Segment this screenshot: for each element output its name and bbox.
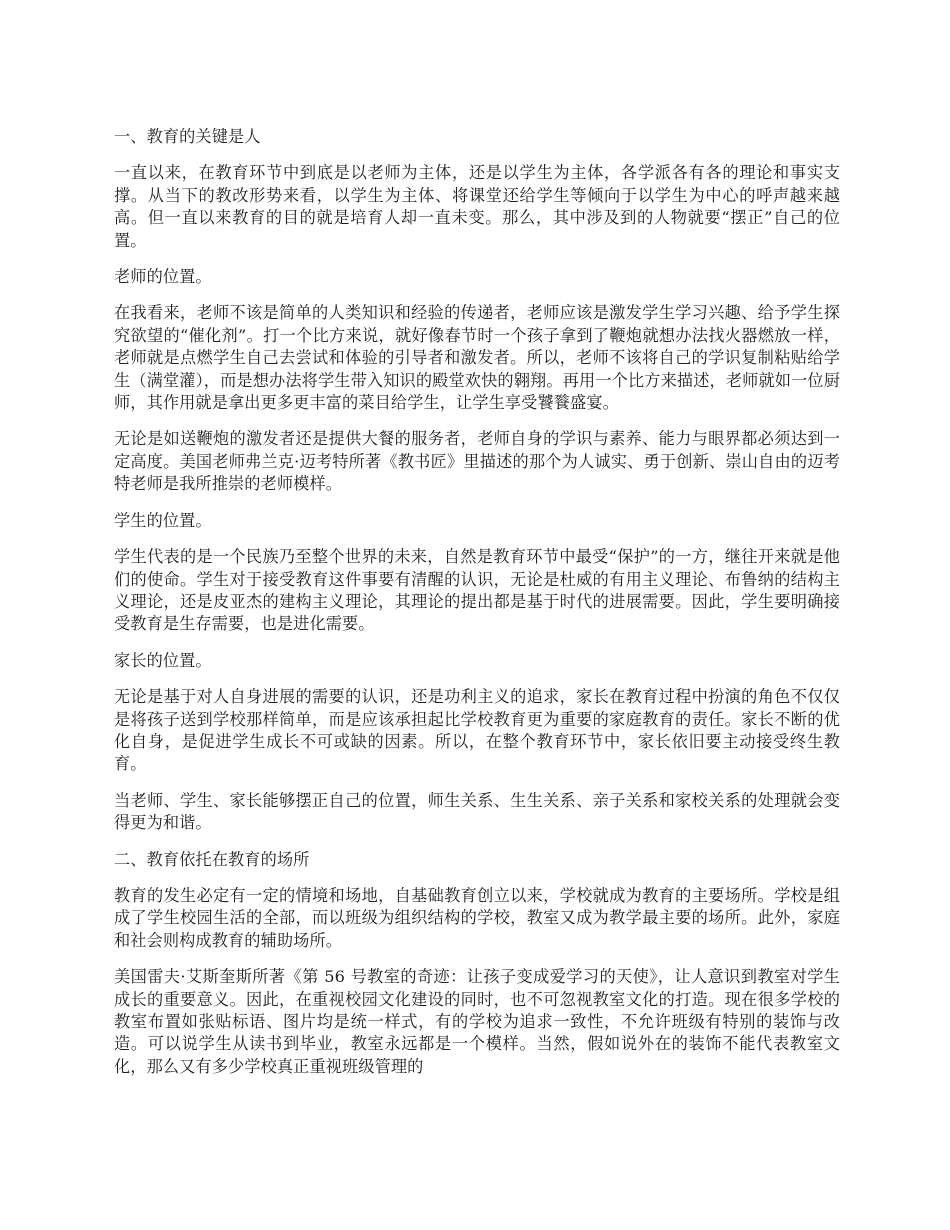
- subheading-parent: 家长的位置。: [114, 650, 212, 670]
- document-page: [114, 126, 840, 1092]
- paragraph-intro: 一直以来，在教育环节中到底是以老师为主体，还是以学生为主体，各学派各有各的理论和事实支撑。从当下的教改形势来看，以学生为主体、将课堂还给学生等倾向于以学生为中心的呼声越来越高。但一直以来教育的目的就是培育人却一直未变。那么，其中涉及到的人物就要“摆正”自己的位置。: [114, 163, 840, 250]
- paragraph-venue: 教育的发生必定有一定的情境和场地，自基础教育创立以来，学校就成为教育的主要场所。学校是组成了学生校园生活的全部，而以班级为组织结构的学校，教室又成为教学最主要的场所。此外，家庭和社会则构成教育的辅助场所。: [114, 885, 840, 950]
- section-heading-1: 一、教育的关键是人: [114, 127, 261, 146]
- paragraph-teacher-quality: 无论是如送鞭炮的激发者还是提供大餐的服务者，老师自身的学识与素养、能力与眼界都必须达到一定高度。美国老师弗兰克·迈考特所著《教书匠》里描述的那个为人诚实、勇于创新、崇山自由的迈考特老师是我所推崇的老师模样。: [114, 429, 840, 494]
- subheading-teacher: 老师的位置。: [114, 267, 212, 287]
- paragraph-relationships: 当老师、学生、家长能够摆正自己的位置，师生关系、生生关系、亲子关系和家校关系的处理就会变得更为和谐。: [114, 790, 840, 833]
- paragraph-student-role: 学生代表的是一个民族乃至整个世界的未来，自然是教育环节中最受“保护”的一方，继往开来就是他们的使命。学生对于接受教育这件事要有清醒的认识，无论是杜威的有用主义理论、布鲁纳的结构主义理论，还是皮亚杰的建构主义理论，其理论的提出都是基于时代的进展需要。因此，学生要明确接受教育是生存需要，也是进化需要。: [114, 547, 840, 634]
- subheading-student: 学生的位置。: [114, 510, 212, 530]
- section-heading-2: 二、教育依托在教育的场所: [114, 849, 310, 869]
- paragraph-classroom: 美国雷夫·艾斯奎斯所著《第 56 号教室的奇迹：让孩子变成爱学习的天使》，让人意识到教室对学生成长的重要意义。因此，在重视校园文化建设的同时，也不可忽视教室文化的打造。现在很多学校的教室布置如张贴标语、图片均是统一样式，有的学校为追求一致性，不允许班级有特别的装饰与改造。可以说学生从读书到毕业，教室永远都是一个模样。当然，假如说外在的装饰不能代表教室文化，那么又有多少学校真正重视班级管理的: [114, 967, 840, 1076]
- paragraph-teacher-role: 在我看来，老师不该是简单的人类知识和经验的传递者，老师应该是激发学生学习兴趣、给予学生探究欲望的“催化剂”。打一个比方来说，就好像春节时一个孩子拿到了鞭炮就想办法找火器燃放一样，老师就是点燃学生自己去尝试和体验的引导者和激发者。所以，老师不该将自己的学识复制粘贴给学生（满堂灌），而是想办法将学生带入知识的殿堂欢快的翱翔。再用一个比方来描述，老师就如一位厨师，其作用就是拿出更多更丰富的菜目给学生，让学生享受饕餮盛宴。: [114, 303, 840, 413]
- paragraph-parent-role: 无论是基于对人自身进展的需要的认识，还是功利主义的追求，家长在教育过程中扮演的角色不仅仅是将孩子送到学校那样简单，而是应该承担起比学校教育更为重要的家庭教育的责任。家长不断的优化自身，是促进学生成长不可或缺的因素。所以，在整个教育环节中，家长依旧要主动接受终生教育。: [114, 687, 840, 774]
